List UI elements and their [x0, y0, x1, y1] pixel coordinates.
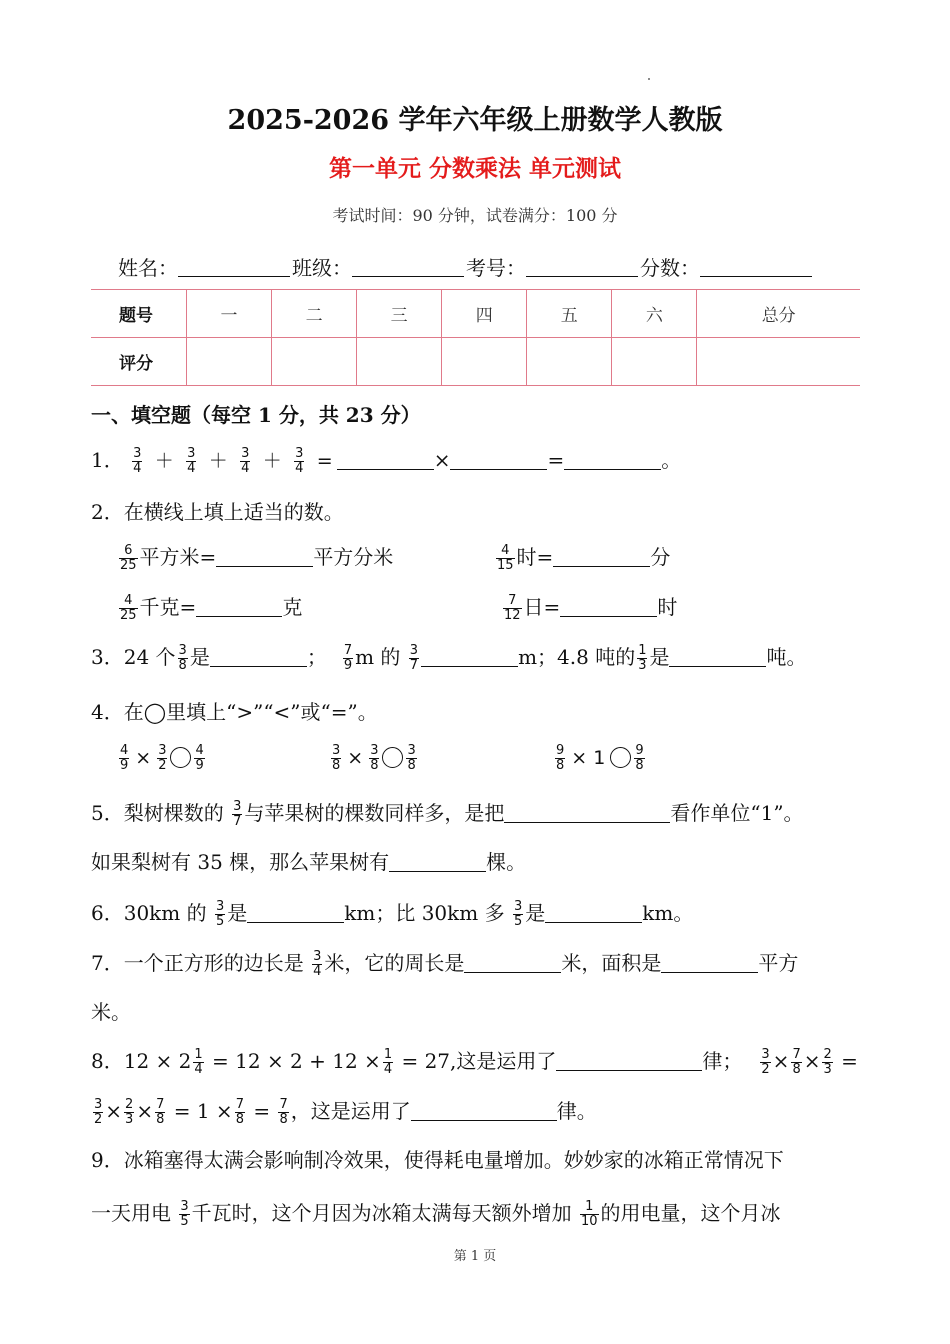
exam-number-label: 考号：: [466, 256, 526, 280]
fraction: [119, 594, 138, 623]
score-cell[interactable]: [187, 338, 272, 386]
question-8-line1: [91, 1048, 858, 1077]
question-6: [91, 900, 693, 929]
denominator: 9: [195, 758, 204, 774]
denominator: 8: [635, 758, 644, 774]
denominator: 5: [513, 914, 523, 930]
fraction: [580, 1200, 599, 1229]
numerator: 3: [407, 743, 416, 758]
score-table: [91, 289, 860, 386]
question-1: [91, 447, 681, 476]
score-cell[interactable]: [697, 338, 860, 386]
compare-circle[interactable]: [610, 747, 631, 768]
q8-text: ，这是运用了: [290, 1099, 411, 1124]
exam-subtitle: 第一单元 分数乘法 单元测试: [328, 155, 621, 182]
unit: 克: [282, 595, 303, 620]
score-cell[interactable]: [442, 338, 527, 386]
denominator: 8: [556, 758, 565, 774]
denominator: 10: [581, 1214, 598, 1230]
q6-text: 是: [227, 901, 248, 926]
compare-circle[interactable]: [170, 747, 191, 768]
unit: 时: [657, 595, 678, 620]
fraction: [555, 744, 565, 773]
fraction: [157, 744, 167, 773]
numerator: 3: [295, 446, 304, 461]
answer-blank[interactable]: [564, 449, 661, 470]
fraction: [343, 644, 353, 673]
plus-sign: ＋: [154, 450, 174, 473]
denominator: 2: [761, 1062, 770, 1078]
numerator: 3: [409, 643, 419, 658]
answer-blank[interactable]: [560, 596, 657, 617]
q7-text: 米，它的周长是: [324, 951, 465, 976]
answer-blank[interactable]: [556, 1050, 702, 1071]
denominator: 7: [233, 814, 242, 830]
denominator: 4: [133, 461, 142, 477]
q1-number: 1．: [91, 448, 124, 473]
score-label: 分数：: [640, 256, 700, 280]
times-one: × 1: [571, 747, 606, 770]
fraction: [496, 544, 515, 573]
fraction: [132, 447, 142, 476]
score-field[interactable]: [700, 256, 812, 277]
answer-blank[interactable]: [337, 449, 434, 470]
q3-text: 是: [649, 645, 670, 670]
numerator: 4: [120, 743, 129, 758]
answer-blank[interactable]: [464, 952, 561, 973]
numerator: 9: [635, 743, 644, 758]
compare-circle[interactable]: [382, 747, 403, 768]
equals-sign: =: [547, 448, 565, 473]
question-5-line1: [91, 800, 804, 829]
question-2b: [494, 544, 670, 573]
score-table-score-row: [91, 338, 860, 386]
fraction: [406, 744, 416, 773]
numerator: 7: [279, 1097, 288, 1112]
unit: 时=: [516, 545, 554, 570]
denominator: 2: [94, 1112, 103, 1128]
q8-text: = 1 ×: [173, 1099, 233, 1124]
numerator: 1: [194, 1047, 203, 1062]
times-sign: ×: [136, 1099, 154, 1124]
denominator: 4: [241, 461, 250, 477]
numerator: 3: [761, 1047, 770, 1062]
question-4b: [329, 744, 419, 773]
q3-text: 吨。: [766, 645, 807, 670]
fraction: [178, 644, 188, 673]
q5-text: 看作单位“1”。: [670, 801, 804, 826]
q5-text: 与苹果树的棵数同样多，是把: [244, 801, 505, 826]
fraction: [503, 594, 522, 623]
denominator: 8: [370, 758, 379, 774]
fraction: [409, 644, 419, 673]
header-cell-6: 六: [612, 290, 697, 338]
question-4-text: 4．在◯里填上“>”“<”或“=”。: [91, 700, 378, 724]
header-cell-question-no: 题号: [91, 290, 187, 338]
unit: 日=: [523, 595, 561, 620]
answer-blank[interactable]: [389, 851, 486, 872]
q3-text: 3．24 个: [91, 645, 176, 670]
fraction: [232, 800, 242, 829]
question-9-line2: [91, 1200, 781, 1229]
answer-blank[interactable]: [669, 646, 766, 667]
denominator: 25: [120, 608, 137, 624]
q6-text: km。: [642, 901, 694, 926]
plus-sign: ＋: [262, 450, 282, 473]
answer-blank[interactable]: [210, 646, 307, 667]
header-cell-4: 四: [442, 290, 527, 338]
score-cell[interactable]: [612, 338, 697, 386]
denominator: 25: [120, 558, 137, 574]
numerator: 3: [370, 743, 379, 758]
fraction: [93, 1098, 103, 1127]
fraction: [193, 1048, 203, 1077]
page-number: 第 1 页: [453, 1249, 497, 1264]
exam-title: 2025-2026 学年六年级上册数学人教版: [227, 105, 723, 136]
denominator: 4: [187, 461, 196, 477]
fraction: [637, 644, 647, 673]
fraction: [119, 544, 138, 573]
denominator: 8: [279, 1112, 288, 1128]
q8-text: 8．12 × 2: [91, 1049, 192, 1074]
fraction: [155, 1098, 165, 1127]
q7-text: 7．一个正方形的边长是: [91, 951, 304, 976]
class-field[interactable]: [352, 256, 464, 277]
fraction: [791, 1048, 801, 1077]
unit: 平方分米: [313, 545, 394, 570]
numerator: 3: [332, 743, 341, 758]
numerator: 3: [513, 899, 523, 914]
denominator: 8: [792, 1062, 801, 1078]
unit: 分: [650, 545, 671, 570]
header-cell-2: 二: [272, 290, 357, 338]
denominator: 7: [409, 658, 419, 674]
question-8-line2: [91, 1098, 597, 1127]
numerator: 3: [241, 446, 250, 461]
fraction: [235, 1098, 245, 1127]
numerator: 7: [235, 1097, 244, 1112]
denominator: 2: [158, 758, 167, 774]
denominator: 9: [343, 658, 353, 674]
unit: 平方米=: [139, 545, 217, 570]
header-cell-3: 三: [357, 290, 442, 338]
denominator: 5: [215, 914, 225, 930]
question-4c: [553, 744, 647, 773]
score-table-header-row: [91, 290, 860, 338]
fraction: [278, 1098, 288, 1127]
times-sign: ×: [772, 1049, 790, 1074]
fraction: [383, 1048, 393, 1077]
unit: 千克=: [139, 595, 197, 620]
fraction: [179, 1200, 189, 1229]
denominator: 8: [156, 1112, 165, 1128]
denominator: 4: [383, 1062, 393, 1078]
equals-sign: =: [316, 450, 333, 473]
numerator: 3: [158, 743, 167, 758]
fraction: [760, 1048, 770, 1077]
denominator: 3: [125, 1112, 134, 1128]
score-cell[interactable]: [527, 338, 612, 386]
numerator: 7: [156, 1097, 165, 1112]
header-cell-1: 一: [187, 290, 272, 338]
times-sign: ×: [803, 1049, 821, 1074]
q6-text: km；比 30km 多: [344, 901, 505, 926]
numerator: 9: [556, 743, 565, 758]
times-sign: ×: [135, 747, 152, 770]
answer-blank[interactable]: [196, 596, 282, 617]
times-sign: ×: [433, 448, 451, 473]
score-cell[interactable]: [272, 338, 357, 386]
fraction: [312, 950, 322, 979]
section-1-title: 一、填空题（每空 1 分，共 23 分）: [91, 403, 421, 427]
question-2d: [501, 594, 677, 623]
fraction: [119, 744, 129, 773]
q8-text: = 27,这是运用了: [401, 1049, 557, 1074]
q6-text: 6．30km 的: [91, 901, 207, 926]
q8-text: = 12 × 2 + 12 ×: [212, 1049, 381, 1074]
class-label: 班级：: [292, 256, 352, 280]
score-cell[interactable]: [357, 338, 442, 386]
fraction: [124, 1098, 134, 1127]
numerator: 1: [585, 1199, 594, 1214]
denominator: 12: [504, 608, 521, 624]
q3-text: m；4.8 吨的: [518, 645, 636, 670]
q3-text: ；: [306, 645, 327, 670]
numerator: 3: [233, 799, 242, 814]
numerator: 3: [180, 1199, 189, 1214]
answer-blank[interactable]: [411, 1100, 557, 1121]
numerator: 3: [133, 446, 142, 461]
q9-text: 一天用电: [91, 1201, 171, 1226]
answer-blank[interactable]: [450, 449, 547, 470]
numerator: 4: [501, 543, 510, 558]
times-sign: ×: [347, 747, 364, 770]
answer-blank[interactable]: [421, 646, 518, 667]
numerator: 2: [125, 1097, 134, 1112]
period: 。: [661, 448, 682, 473]
denominator: 4: [295, 461, 304, 477]
denominator: 4: [194, 1062, 203, 1078]
equals-sign: =: [841, 1049, 858, 1074]
fraction: [513, 900, 523, 929]
header-cell-total: 总分: [697, 290, 860, 338]
numerator: 6: [124, 543, 133, 558]
fraction: [240, 447, 250, 476]
fraction: [634, 744, 644, 773]
numerator: 3: [187, 446, 196, 461]
denominator: 15: [497, 558, 514, 574]
denominator: 8: [407, 758, 416, 774]
answer-blank[interactable]: [661, 952, 758, 973]
numerator: 3: [313, 949, 322, 964]
times-sign: ×: [105, 1099, 123, 1124]
denominator: 9: [120, 758, 129, 774]
question-9-line1: 9．冰箱塞得太满会影响制冷效果，使得耗电量增加。妙妙家的冰箱正常情况下: [91, 1148, 784, 1172]
q3-text: m 的: [355, 645, 401, 670]
numerator: 4: [124, 593, 133, 608]
question-2c: [117, 594, 302, 623]
q3-text: 是: [189, 645, 210, 670]
numerator: 1: [383, 1047, 393, 1062]
name-label: 姓名：: [118, 256, 178, 280]
denominator: 8: [235, 1112, 244, 1128]
numerator: 3: [215, 899, 225, 914]
fraction: [822, 1048, 832, 1077]
q8-text: 律。: [556, 1099, 597, 1124]
decorative-dot: [648, 78, 650, 80]
question-3: [91, 644, 806, 673]
q5-text: 棵。: [486, 850, 527, 874]
denominator: 3: [638, 658, 647, 674]
fraction: [294, 447, 304, 476]
numerator: 7: [343, 643, 353, 658]
score-row-label: 评分: [91, 338, 187, 386]
numerator: 3: [178, 643, 187, 658]
numerator: 1: [638, 643, 647, 658]
question-7-line1: [91, 950, 798, 979]
answer-blank[interactable]: [216, 546, 313, 567]
q8-text: 律；: [702, 1049, 743, 1074]
equals-sign: =: [253, 1099, 271, 1124]
q9-text: 的用电量，这个月冰: [600, 1201, 781, 1226]
fraction: [194, 744, 204, 773]
denominator: 8: [178, 658, 187, 674]
question-2a: [117, 544, 393, 573]
denominator: 4: [313, 964, 322, 980]
name-field[interactable]: [178, 256, 290, 277]
question-5-line2: [91, 851, 526, 872]
fraction: [215, 900, 225, 929]
numerator: 7: [508, 593, 517, 608]
exam-info: 考试时间：90 分钟，试卷满分：100 分: [332, 206, 618, 225]
q5-text: 5．梨树棵数的: [91, 801, 224, 826]
fraction: [186, 447, 196, 476]
question-2-text: 2．在横线上填上适当的数。: [91, 500, 344, 524]
header-cell-5: 五: [527, 290, 612, 338]
answer-blank[interactable]: [504, 802, 670, 823]
q6-text: 是: [525, 901, 546, 926]
denominator: 8: [332, 758, 341, 774]
denominator: 5: [180, 1214, 189, 1230]
student-info-row: [118, 252, 814, 281]
q7-text: 平方: [758, 951, 799, 976]
answer-blank[interactable]: [553, 546, 650, 567]
numerator: 4: [195, 743, 204, 758]
answer-blank[interactable]: [247, 902, 344, 923]
q5-text: 如果梨树有 35 棵，那么苹果树有: [91, 850, 390, 874]
q9-text: 千瓦时，这个月因为冰箱太满每天额外增加: [191, 1201, 572, 1226]
exam-number-field[interactable]: [526, 256, 638, 277]
numerator: 3: [94, 1097, 103, 1112]
plus-sign: ＋: [208, 450, 228, 473]
fraction: [369, 744, 379, 773]
denominator: 3: [823, 1062, 832, 1078]
q7-text: 米，面积是: [561, 951, 662, 976]
numerator: 7: [792, 1047, 801, 1062]
question-7-line2: 米。: [91, 1000, 131, 1024]
answer-blank[interactable]: [545, 902, 642, 923]
fraction: [331, 744, 341, 773]
numerator: 2: [823, 1047, 832, 1062]
question-4a: [117, 744, 207, 773]
